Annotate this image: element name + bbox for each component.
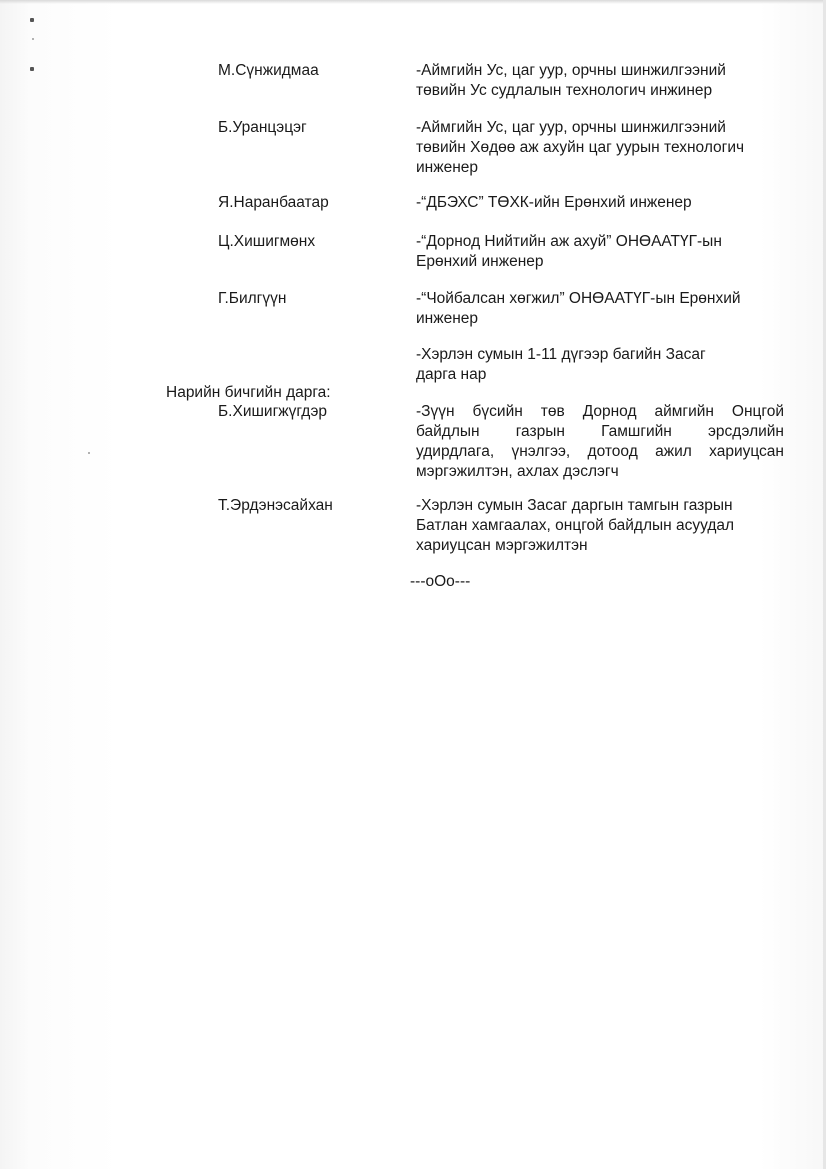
member-name: Ц.Хишигмөнх: [218, 233, 316, 250]
role-line: Ерөнхий инженер: [416, 253, 544, 270]
secretary-label: Нарийн бичгийн дарга:: [166, 384, 331, 401]
role-line: -“ДБЭХС” ТӨХК-ийн Ерөнхий инженер: [416, 194, 692, 211]
secretary-name: Б.Хишигжүгдэр: [218, 403, 328, 420]
role-line: байдлын газрын Гамшгийн эрсдэлийн: [416, 423, 784, 440]
role-line: инженер: [416, 310, 479, 327]
role-line: -Хэрлэн сумын 1-11 дүгээр багийн Засаг: [416, 346, 706, 363]
role-line: удирдлага, үнэлгээ, дотоод ажил хариуцсан: [416, 443, 784, 460]
punch-hole-mark: [30, 18, 34, 22]
secretary-role: [416, 402, 784, 482]
role-line: мэргэжилтэн, ахлах дэслэгч: [416, 463, 619, 480]
punch-hole-mark: [30, 67, 34, 71]
role-line: төвийн Ус судлалын технологич инжинер: [416, 82, 713, 99]
scan-edge-top: [0, 0, 826, 4]
member-name: Г.Билгүүн: [218, 290, 287, 307]
member-role: [416, 289, 784, 329]
role-line: -Хэрлэн сумын Засаг даргын тамгын газрын: [416, 497, 733, 514]
role-line: Батлан хамгаалах, онцгой байдлын асуудал: [416, 517, 735, 534]
scan-speck: [32, 38, 34, 40]
role-line: -“Дорнод Нийтийн аж ахуй” ОНӨААТҮГ-ын: [416, 233, 722, 250]
member-role: [416, 118, 784, 178]
member-name: Б.Уранцэцэг: [218, 119, 307, 136]
member-role: [416, 193, 784, 213]
role-line: дарга нар: [416, 366, 487, 383]
role-line: -Зүүн бүсийн төв Дорнод аймгийн Онцгой: [416, 403, 784, 420]
secretary-role: [416, 496, 784, 556]
role-line: инженер: [416, 159, 479, 176]
role-line: -“Чойбалсан хөгжил” ОНӨААТҮГ-ын Ерөнхий: [416, 290, 741, 307]
role-line: -Аймгийн Ус, цаг уур, орчны шинжилгээний: [416, 119, 726, 136]
member-role: [416, 232, 784, 272]
member-role: [416, 61, 784, 101]
secretary-name: Т.Эрдэнэсайхан: [218, 497, 333, 514]
role-line: хариуцсан мэргэжилтэн: [416, 537, 588, 554]
closing-mark: ---oOo---: [410, 573, 471, 590]
member-role: [416, 345, 784, 385]
member-name: М.Сүнжидмаа: [218, 62, 319, 79]
scan-speck: [88, 452, 90, 454]
member-name: Я.Наранбаатар: [218, 194, 329, 211]
role-line: -Аймгийн Ус, цаг уур, орчны шинжилгээний: [416, 62, 726, 79]
role-line: төвийн Хөдөө аж ахуйн цаг уурын технологич: [416, 139, 745, 156]
